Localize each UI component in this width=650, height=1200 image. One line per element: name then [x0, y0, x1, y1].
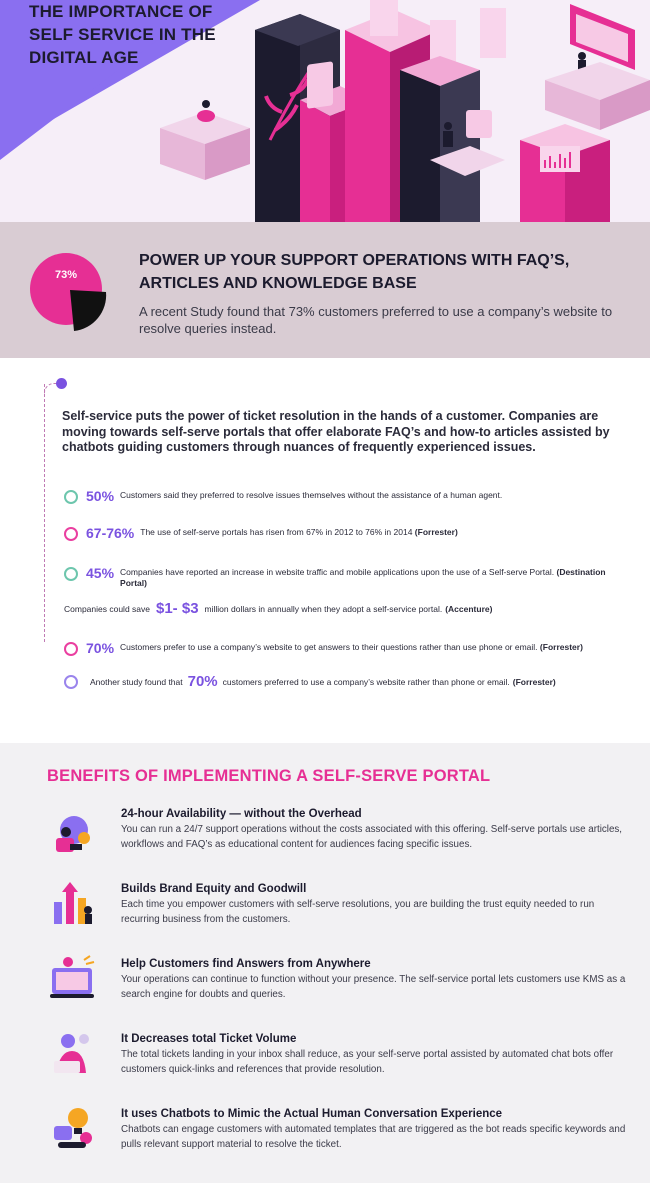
timeline-dot	[56, 378, 67, 389]
benefits-title: BENEFITS OF IMPLEMENTING A SELF-SERVE PORTAL	[47, 767, 491, 785]
powerup-description: A recent Study found that 73% customers preferred to use a company’s website to resolve queries instead.	[139, 304, 613, 336]
benefit-heading: Builds Brand Equity and Goodwill	[121, 883, 307, 895]
circle-bullet-icon	[64, 642, 78, 656]
stat-source: (Forrester)	[414, 527, 458, 537]
savings-suffix: million dollars in annually when they adopt a self-service portal.	[204, 604, 443, 614]
circle-bullet-icon	[64, 675, 78, 689]
savings-stat	[64, 600, 492, 618]
benefit-text: Your operations can continue to function without your presence. The self-service portal lets customers use KMS as a search engine for doubts and queries.	[121, 974, 626, 1000]
benefit-text: Chatbots can engage customers with automated templates that are triggered as the bot reads specific keywords and pulls relevant support material to resolve the ticket.	[121, 1124, 626, 1150]
benefit-text: You can run a 24/7 support operations without the costs associated with this offering. Self-serve portals use articles, workflows and FAQ’s as educational content for audiences facing specific issues.	[121, 824, 623, 850]
stat-item	[64, 673, 624, 691]
stat-item	[64, 564, 629, 589]
percentage-pie-chart	[30, 252, 110, 336]
benefit-text: The total tickets landing in your inbox shall reduce, as your self-serve portal assisted by automated chat bots offer customers quick-links and references that provide resolution.	[121, 1049, 614, 1075]
stat-value: 50%	[86, 488, 115, 504]
hero-banner	[0, 0, 650, 222]
benefit-text: Each time you empower customers with self-serve resolutions, you are building the trust equity needed to run recurring business from the customers.	[121, 899, 595, 925]
stat-source: (Forrester)	[539, 642, 583, 652]
pie-label: 73%	[54, 269, 78, 281]
circle-bullet-icon	[64, 527, 78, 541]
stat-source: (Destination Portal)	[120, 567, 606, 588]
timeline-line	[44, 384, 45, 642]
stat-text-wrapper	[120, 639, 583, 653]
stat-value: 67-76%	[86, 525, 135, 541]
stat-text-wrapper	[140, 524, 458, 538]
circle-bullet-icon	[64, 490, 78, 504]
benefit-heading: It uses Chatbots to Mimic the Actual Human Conversation Experience	[121, 1108, 503, 1120]
stat-text: The use of self-serve portals has risen from 67% in 2012 to 76% in 2014	[140, 527, 413, 537]
stat-value: 45%	[86, 565, 115, 581]
savings-source: (Accenture)	[445, 604, 493, 614]
stat-text: Customers said they preferred to resolve issues themselves without the assistance of a human agent.	[120, 490, 503, 500]
chatbot-idea-icon	[48, 1104, 98, 1154]
stat-item	[64, 487, 624, 505]
stat-value: 70%	[187, 673, 218, 690]
pie-highlight-slice	[70, 290, 106, 331]
circle-bullet-icon	[64, 567, 78, 581]
benefit-heading: Help Customers find Answers from Anywhere	[121, 958, 371, 970]
stat-value: 70%	[86, 640, 115, 656]
powerup-title: POWER UP YOUR SUPPORT OPERATIONS WITH FAQ’S, ARTICLES AND KNOWLEDGE BASE	[139, 252, 570, 292]
stat-text-wrapper	[120, 564, 629, 589]
savings-value: $1- $3	[156, 600, 199, 617]
benefit-heading: 24-hour Availability — without the Overhead	[121, 808, 362, 820]
lightbulb-person-icon	[48, 808, 98, 858]
stat-item	[64, 639, 614, 657]
growth-arrows-icon	[48, 880, 98, 930]
person-laptop-icon	[48, 1029, 98, 1079]
savings-prefix: Companies could save	[64, 604, 150, 614]
stat-prefix: Another study found that	[90, 676, 183, 687]
hero-title: THE IMPORTANCE OF SELF SERVICE IN THE DIGITAL AGE	[29, 2, 216, 67]
stat-text: customers preferred to use a company’s website rather than phone or email.	[222, 676, 510, 687]
stat-item	[64, 524, 624, 542]
benefit-heading: It Decreases total Ticket Volume	[121, 1033, 297, 1045]
stat-text: Customers prefer to use a company’s website to get answers to their questions rather than use phone or email.	[120, 642, 538, 652]
stat-text: Companies have reported an increase in website traffic and mobile applications upon the use of a Self-serve Portal.	[120, 567, 555, 577]
laptop-search-icon	[48, 954, 98, 1004]
stats-intro: Self-service puts the power of ticket resolution in the hands of a customer. Companies are moving towards self-serve portals that offer elaborate FAQ’s and how-to articles assisted by chatbots guiding customers through nuances of frequently experienced issues.	[62, 409, 610, 454]
stat-source: (Forrester)	[512, 676, 556, 687]
